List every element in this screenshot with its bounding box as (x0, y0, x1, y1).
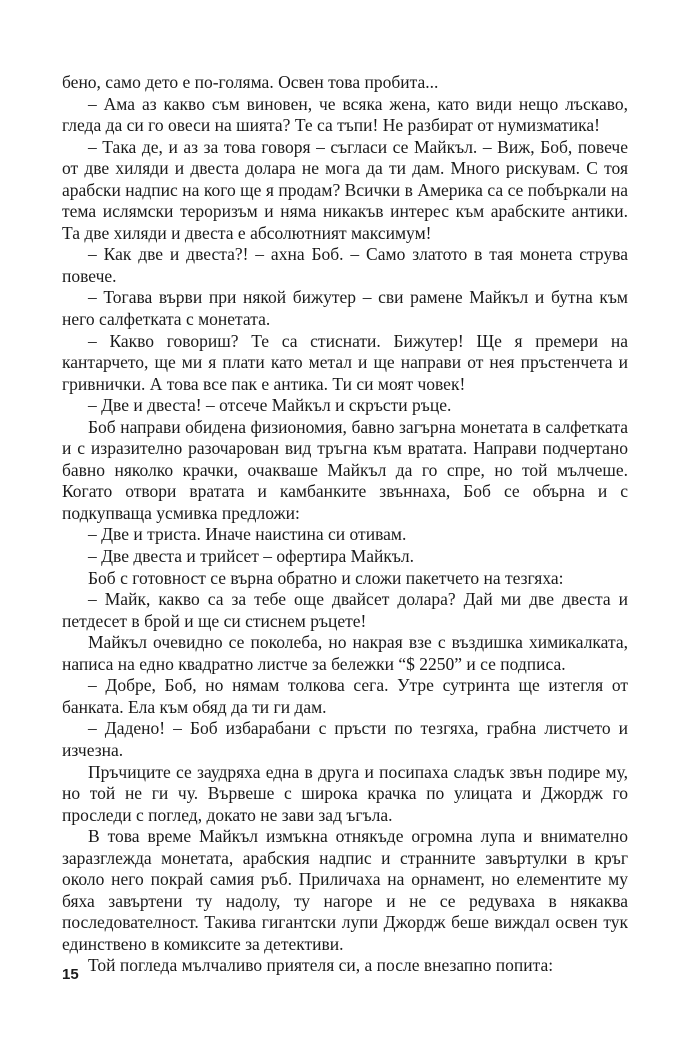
paragraph: Той погледа мълчаливо приятеля си, а после внезапно попита: (88, 955, 554, 976)
paragraph: – Две и триста. Иначе наистина си отивам. (88, 524, 407, 545)
paragraph: – Добре, Боб, но нямам толкова сега. Утре сутринта ще изтегля от банката. Ела към обяд да ти ги дам. (62, 675, 628, 717)
page-text-body (62, 72, 628, 977)
paragraph: – Как две и двеста?! – ахна Боб. – Само златото в тая монета струва повече. (62, 244, 628, 286)
paragraph: – Какво говориш? Те са стиснати. Бижутер! Ще я премери на кантарчето, ще ми я плати като метал и ще направи от нея пръстенчета и гривнички. А това все пак е антика. Ти си моят човек! (62, 330, 628, 394)
page-number: 15 (62, 966, 79, 983)
paragraph: – Две и двеста! – отсече Майкъл и скръсти ръце. (88, 395, 452, 416)
paragraph: Пръчиците се заудряха една в друга и посипаха сладък звън подире му, но той не ги чу. Вървеше с широка крачка по улицата и Джордж го проследи с поглед, докато не зави зад ъгъла. (62, 761, 628, 825)
paragraph: Боб направи обидена физиономия, бавно загърна монетата в салфетката и с изразително разочарован вид тръгна към вратата. Направи подчертано бавно няколко крачки, очакваше Майкъл да го спре, но той мълчеше. Когато отвори вратата и камбанките звъннаха, Боб се обърна и с подкупваща усмивка предложи: (62, 416, 628, 523)
paragraph: Боб с готовност се върна обратно и сложи пакетчето на тезгяха: (88, 567, 564, 588)
paragraph: – Дадено! – Боб избарабани с пръсти по тезгяха, грабна листчето и изчезна. (62, 718, 628, 760)
paragraph: – Тогава върви при някой бижутер – сви рамене Майкъл и бутна към него салфетката с монетата. (62, 287, 628, 330)
paragraph: В това време Майкъл измъкна отнякъде огромна лупа и внимателно заразглежда монетата, арабския надпис и странните завъртулки в кръг около него покрай самия ръб. Приличаха на орнамент, но елементите му бяха завъртени ту надолу, ту нагоре и не се редуваха в някаква последователност. Такива гигантски лупи Джордж беше виждал освен тук единствено в комиксите за детективи. (62, 826, 628, 954)
paragraph: Майкъл очевидно се поколеба, но накрая взе с въздишка химикалката, написа на едно квадратно листче за бележки “$ 2250” и се подписа. (62, 632, 628, 674)
paragraph: – Ама аз какво съм виновен, че всяка жена, като види нещо лъскаво, гледа да си го овеси на шията? Те са тъпи! Не разбират от нумизматика! (62, 93, 628, 136)
paragraph: бено, само дето е по-голяма. Освен това пробита... (62, 72, 439, 92)
paragraph: – Две двеста и трийсет – офертира Майкъл. (88, 546, 415, 567)
paragraph: – Майк, какво са за тебе още двайсет долара? Дай ми две двеста и петдесет в брой и ще си стиснем ръцете! (62, 589, 628, 631)
paragraph: – Така де, и аз за това говоря – съгласи се Майкъл. – Виж, Боб, повече от две хиляди и двеста долара не мога да ти дам. Много рискувам. С тоя арабски надпис на кого ще я продам? Всички в Америка са се побъркали на тема ислямски тероризъм и няма никакъв интерес към арабските антики. Та две хиляди и двеста е абсолютният максимум! (62, 136, 628, 243)
